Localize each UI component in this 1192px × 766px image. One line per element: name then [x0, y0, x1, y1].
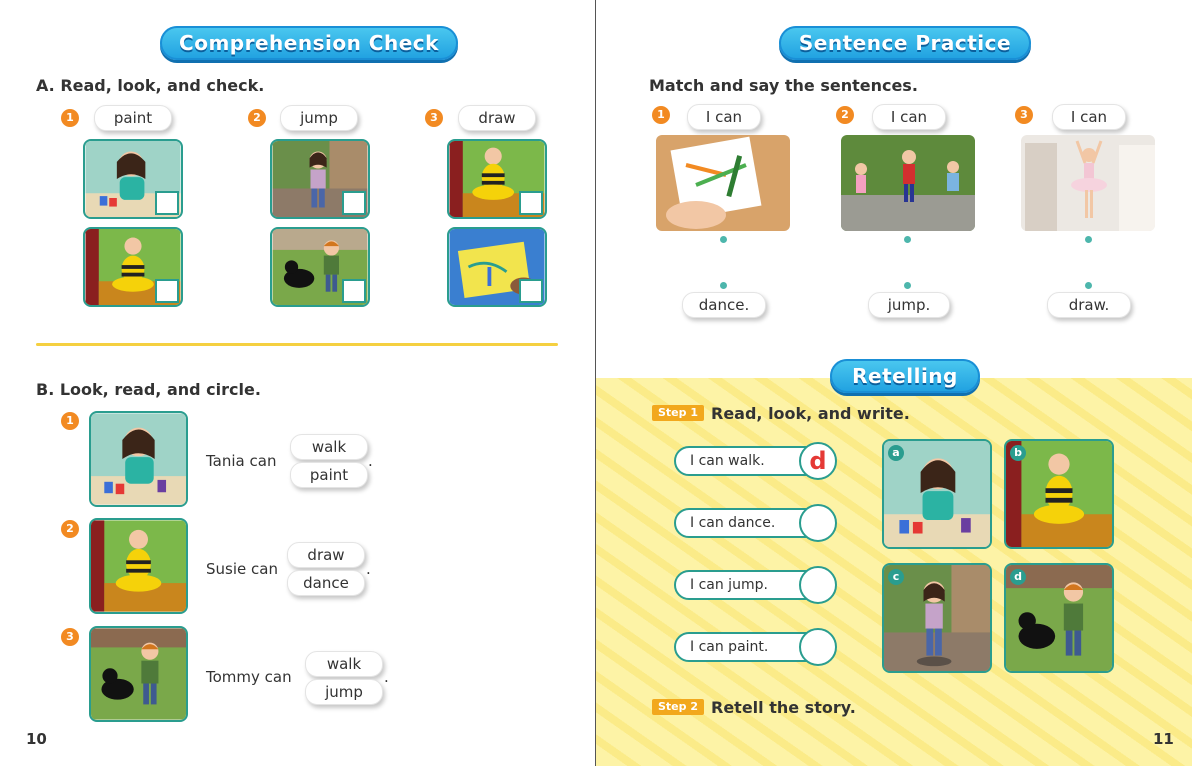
retell-photo-a [882, 439, 992, 549]
item-number: 1 [61, 412, 79, 430]
item-number: 2 [61, 520, 79, 538]
section-a-heading: A. Read, look, and check. [36, 76, 265, 95]
option-dance[interactable]: dance [287, 570, 365, 596]
match-dot[interactable] [720, 282, 727, 289]
option-walk[interactable]: walk [290, 434, 368, 460]
retell-sentence-3: I can jump. [674, 570, 834, 600]
word-label-paint: paint [94, 105, 172, 131]
answer-circle-1[interactable]: d [799, 442, 837, 480]
sentence-start-2: I can [872, 104, 946, 130]
photo-girl-jumping [270, 139, 370, 219]
retell-photo-b [1004, 439, 1114, 549]
photo-child-drawing [447, 227, 547, 307]
period: . [384, 668, 389, 686]
photo-girl-dancing-bee-2 [447, 139, 547, 219]
photo-letter-c: c [888, 569, 904, 585]
option-jump[interactable]: jump [305, 679, 383, 705]
match-dot[interactable] [904, 236, 911, 243]
period: . [366, 560, 371, 578]
photo-girl-ballet [1021, 135, 1155, 231]
checkbox[interactable] [155, 279, 179, 303]
match-instruction: Match and say the sentences. [649, 76, 918, 95]
period: . [368, 452, 373, 470]
word-label-jump: jump [280, 105, 358, 131]
retell-photo-d [1004, 563, 1114, 673]
photo-boy-walking-dog [270, 227, 370, 307]
retell-sentence-2: I can dance. [674, 508, 834, 538]
page-number-left: 10 [26, 730, 47, 748]
sentence-prefix: Tommy can [206, 668, 292, 686]
item-number: 2 [248, 109, 266, 127]
step-1-instruction: Read, look, and write. [711, 404, 910, 423]
photo-kids-jumping-rope [841, 135, 975, 231]
comprehension-check-title: Comprehension Check [160, 26, 458, 60]
photo-girl-painting [83, 139, 183, 219]
retell-photo-c [882, 563, 992, 673]
answer-circle-3[interactable] [799, 566, 837, 604]
sentence-start-3: I can [1052, 104, 1126, 130]
page-number-right: 11 [1153, 730, 1174, 748]
checkbox[interactable] [342, 279, 366, 303]
checkbox[interactable] [519, 191, 543, 215]
item-number: 1 [61, 109, 79, 127]
option-paint[interactable]: paint [290, 462, 368, 488]
sentence-prefix: Susie can [206, 560, 278, 578]
answer-circle-4[interactable] [799, 628, 837, 666]
ending-dance: dance. [682, 292, 766, 318]
photo-hand-drawing [656, 135, 790, 231]
word-label-draw: draw [458, 105, 536, 131]
option-walk[interactable]: walk [305, 651, 383, 677]
sentence-practice-title: Sentence Practice [779, 26, 1031, 60]
sentence-start-1: I can [687, 104, 761, 130]
answer-circle-2[interactable] [799, 504, 837, 542]
photo-letter-d: d [1010, 569, 1026, 585]
photo-tania-painting [89, 411, 188, 507]
checkbox[interactable] [342, 191, 366, 215]
retell-sentence-4: I can paint. [674, 632, 834, 662]
step-2-tag: Step 2 [652, 699, 704, 715]
photo-letter-a: a [888, 445, 904, 461]
checkbox[interactable] [155, 191, 179, 215]
item-number: 1 [652, 106, 670, 124]
match-dot[interactable] [1085, 282, 1092, 289]
match-dot[interactable] [904, 282, 911, 289]
item-number: 3 [1015, 106, 1033, 124]
section-b-heading: B. Look, read, and circle. [36, 380, 261, 399]
checkbox[interactable] [519, 279, 543, 303]
photo-tommy-walking-dog [89, 626, 188, 722]
match-dot[interactable] [720, 236, 727, 243]
ending-draw: draw. [1047, 292, 1131, 318]
retell-sentence-1: I can walk. [674, 446, 834, 476]
step-2-instruction: Retell the story. [711, 698, 856, 717]
option-draw[interactable]: draw [287, 542, 365, 568]
item-number: 3 [61, 628, 79, 646]
item-number: 2 [836, 106, 854, 124]
sentence-prefix: Tania can [206, 452, 277, 470]
photo-girl-dancing-bee [83, 227, 183, 307]
match-dot[interactable] [1085, 236, 1092, 243]
retelling-title: Retelling [830, 359, 980, 393]
step-1-tag: Step 1 [652, 405, 704, 421]
photo-susie-dancing [89, 518, 188, 614]
photo-letter-b: b [1010, 445, 1026, 461]
item-number: 3 [425, 109, 443, 127]
ending-jump: jump. [868, 292, 950, 318]
section-divider [36, 343, 558, 346]
